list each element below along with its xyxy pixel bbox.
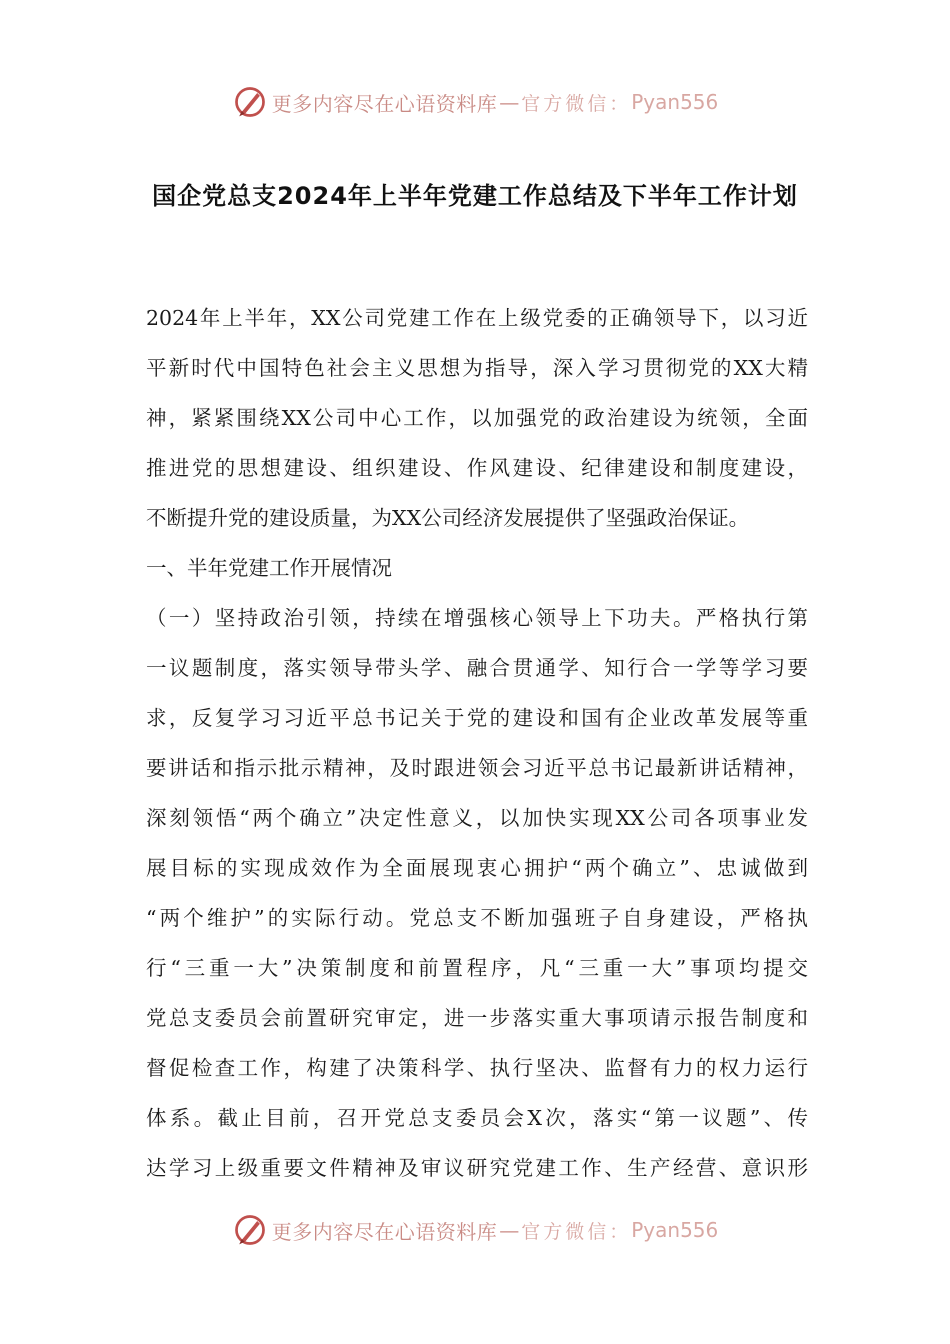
watermark-wechat-label: 官方微信： — [521, 1220, 632, 1243]
text-line: （一）坚持政治引领，持续在增强核心领导上下功夫。严格执行第 — [146, 606, 808, 630]
text-line: 党总支委员会前置研究审定，进一步落实重大事项请示报告制度和 — [146, 1006, 808, 1030]
watermark-wechat-id: Pyan556 — [631, 1218, 719, 1242]
pen-logo-icon — [232, 84, 268, 120]
watermark-wechat-id: Pyan556 — [631, 90, 719, 114]
text-line: 达学习上级重要文件精神及审议研究党建工作、生产经营、意识形 — [146, 1156, 808, 1180]
watermark-banner-top — [0, 82, 950, 122]
watermark-dash: — — [499, 1218, 520, 1242]
watermark-wechat-label: 官方微信： — [521, 92, 632, 115]
text-line: 督促检查工作，构建了决策科学、执行坚决、监督有力的权力运行 — [146, 1056, 808, 1080]
text-line: 推进党的思想建设、组织建设、作风建设、纪律建设和制度建设， — [146, 456, 808, 480]
text-line: 神，紧紧围绕XX公司中心工作，以加强党的政治建设为统领，全面 — [146, 406, 808, 430]
text-line: 行“三重一大”决策制度和前置程序，凡“三重一大”事项均提交 — [146, 956, 808, 980]
text-line: 展目标的实现成效作为全面展现衷心拥护“两个确立”、忠诚做到 — [146, 856, 808, 880]
text-line: 体系。截止目前，召开党总支委员会X次，落实“第一议题”、传 — [146, 1106, 808, 1130]
watermark-banner-bottom — [0, 1210, 950, 1250]
text-line: 2024年上半年，XX公司党建工作在上级党委的正确领导下，以习近 — [146, 306, 808, 330]
document-body — [146, 293, 808, 1193]
watermark-text: 更多内容尽在心语资料库 — [271, 1219, 498, 1244]
text-line: 求，反复学习习近平总书记关于党的建设和国有企业改革发展等重 — [146, 706, 808, 730]
watermark-text: 更多内容尽在心语资料库 — [271, 91, 498, 116]
section-heading: 一、半年党建工作开展情况 — [146, 556, 392, 580]
document-title: 国企党总支2024年上半年党建工作总结及下半年工作计划 — [152, 182, 798, 210]
text-line: 平新时代中国特色社会主义思想为指导，深入学习贯彻党的XX大精 — [146, 356, 808, 380]
text-line: “两个维护”的实际行动。党总支不断加强班子自身建设，严格执 — [146, 906, 808, 930]
text-line: 不断提升党的建设质量，为XX公司经济发展提供了坚强政治保证。 — [146, 506, 750, 530]
watermark-dash: — — [499, 90, 520, 114]
pen-logo-icon — [232, 1212, 268, 1248]
text-line: 深刻领悟“两个确立”决定性意义，以加快实现XX公司各项事业发 — [146, 806, 808, 830]
text-line: 一议题制度，落实领导带头学、融合贯通学、知行合一学等学习要 — [146, 656, 808, 680]
text-line: 要讲话和指示批示精神，及时跟进领会习近平总书记最新讲话精神， — [146, 756, 808, 780]
